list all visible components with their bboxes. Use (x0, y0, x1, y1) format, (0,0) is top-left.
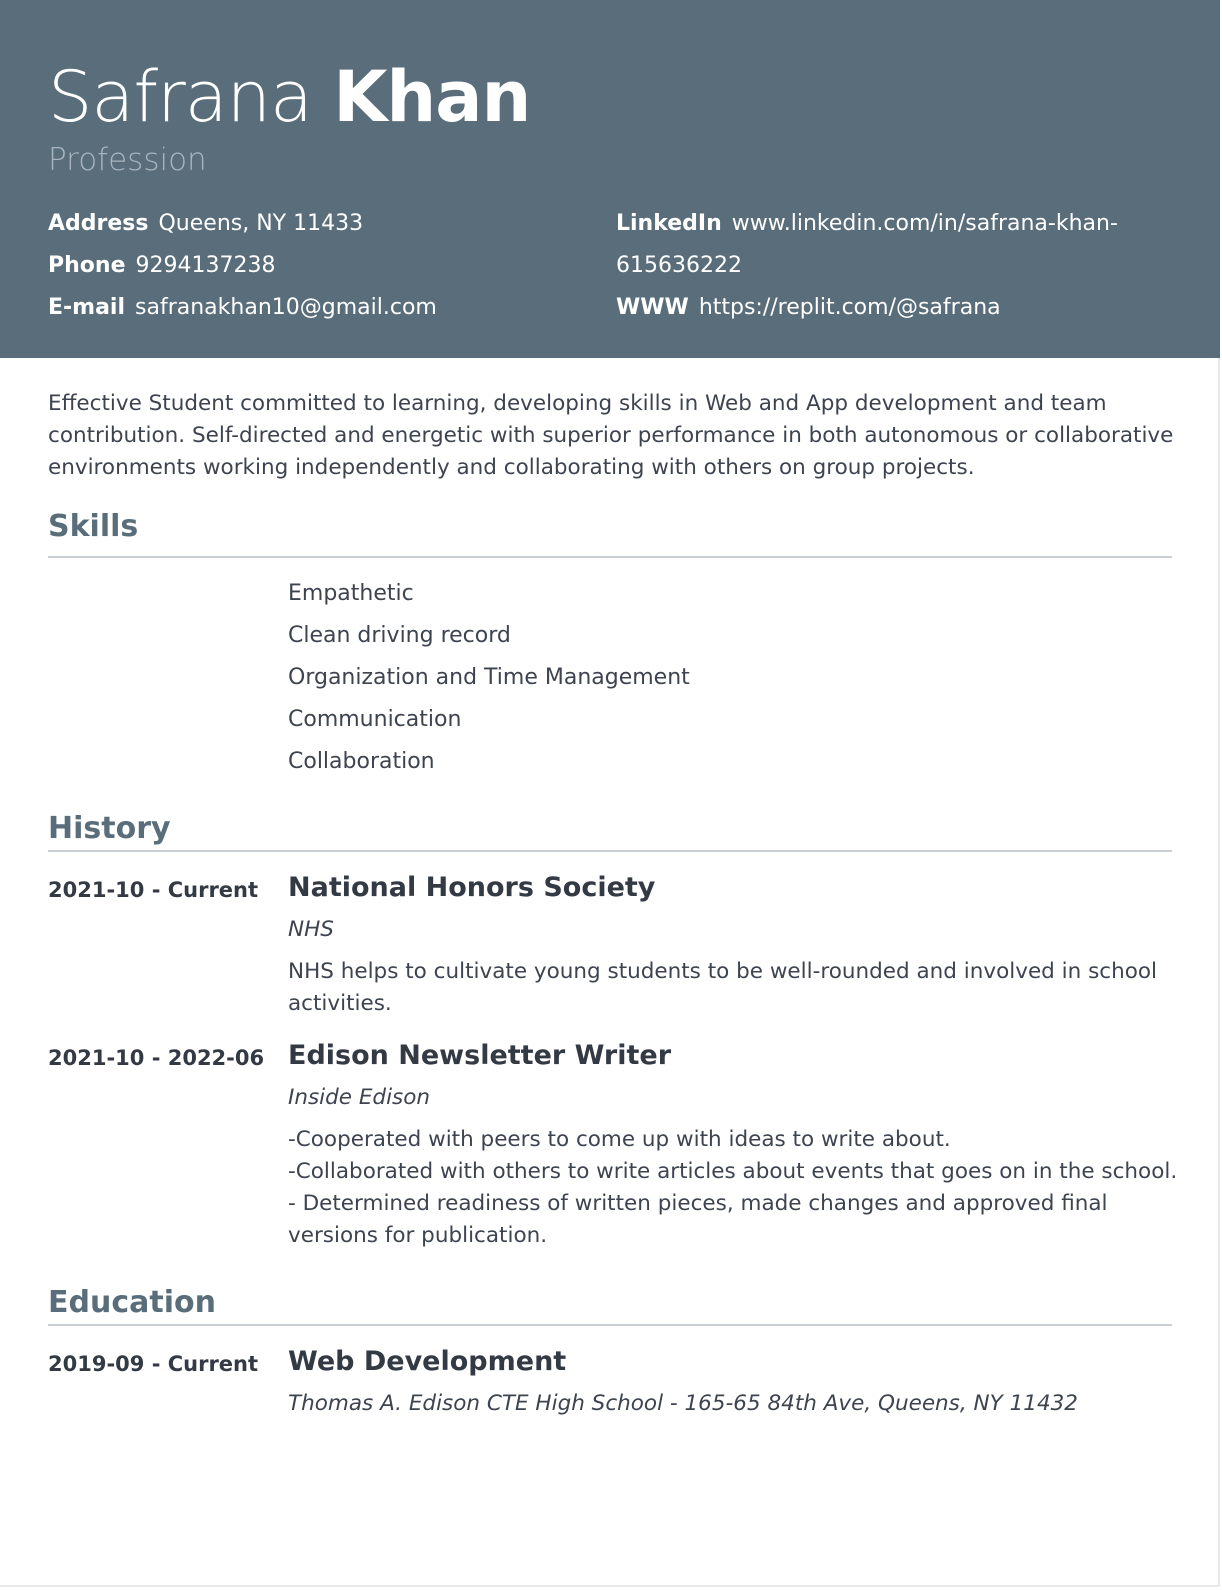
contact-website-label: WWW (616, 295, 689, 320)
profile-summary: Effective Student committed to learning, developing skills in Web and App development and team contribution. Self-directed and energetic with superior performance in both autonomous or collaborative environments working independently and collaborating with others on group projects. (48, 391, 1174, 480)
contact-linkedin (616, 203, 1118, 245)
contact-phone (48, 245, 275, 287)
history-entry-org: Inside Edison (288, 1085, 431, 1110)
skills-divider (48, 556, 1172, 558)
education-entry-title: Web Development (288, 1346, 567, 1377)
education-entry-date: 2019-09 - Current (48, 1352, 259, 1376)
contact-email-label: E-mail (48, 295, 126, 320)
contact-phone-label: Phone (48, 253, 126, 278)
education-divider (48, 1324, 1172, 1326)
description-line: -Cooperated with peers to come up with ideas to write about. (288, 1127, 951, 1152)
skill-item: Collaboration (288, 749, 435, 774)
last-name: Khan (333, 56, 531, 138)
contact-address (48, 203, 363, 245)
history-entry-description (288, 1124, 1178, 1252)
history-entry-title: Edison Newsletter Writer (288, 1040, 672, 1071)
contact-email-value[interactable]: safranakhan10@gmail.com (135, 295, 437, 320)
contact-address-value: Queens, NY 11433 (158, 211, 364, 236)
description-line: -Collaborated with others to write articles about events that goes on in the school. (288, 1159, 1178, 1184)
contact-linkedin-value-line2[interactable]: 615636222 (616, 253, 742, 278)
contact-website (616, 287, 1001, 329)
description-line: - Determined readiness of written pieces, made changes and approved final versions for publication. (288, 1191, 1108, 1248)
skill-item: Organization and Time Management (288, 665, 690, 690)
contact-website-value[interactable]: https://replit.com/@safrana (698, 295, 1001, 320)
education-entry-school: Thomas A. Edison CTE High School - 165-65 84th Ave, Queens, NY 11432 (288, 1391, 1078, 1416)
contact-linkedin-label: LinkedIn (616, 211, 722, 236)
contact-linkedin-continued (616, 245, 742, 287)
first-name: Safrana (48, 56, 312, 138)
contact-address-label: Address (48, 211, 149, 236)
skill-item: Communication (288, 707, 462, 732)
history-entry-date: 2021-10 - Current (48, 878, 259, 902)
education-heading: Education (48, 1285, 216, 1320)
skill-item: Clean driving record (288, 623, 511, 648)
skill-item: Empathetic (288, 581, 414, 606)
history-entry-description: NHS helps to cultivate young students to be well-rounded and involved in school activities. (288, 959, 1158, 1016)
history-entry-title: National Honors Society (288, 872, 656, 903)
history-divider (48, 850, 1172, 852)
history-entry-org: NHS (288, 917, 334, 942)
contact-linkedin-value[interactable]: www.linkedin.com/in/safrana-khan- (731, 211, 1118, 236)
full-name (48, 52, 530, 142)
history-heading: History (48, 811, 171, 846)
contact-phone-value: 9294137238 (135, 253, 276, 278)
skills-heading: Skills (48, 509, 139, 544)
resume-header (0, 0, 1220, 358)
profession: Profession (48, 142, 207, 178)
contact-email (48, 287, 437, 329)
history-entry-date: 2021-10 - 2022-06 (48, 1046, 265, 1070)
